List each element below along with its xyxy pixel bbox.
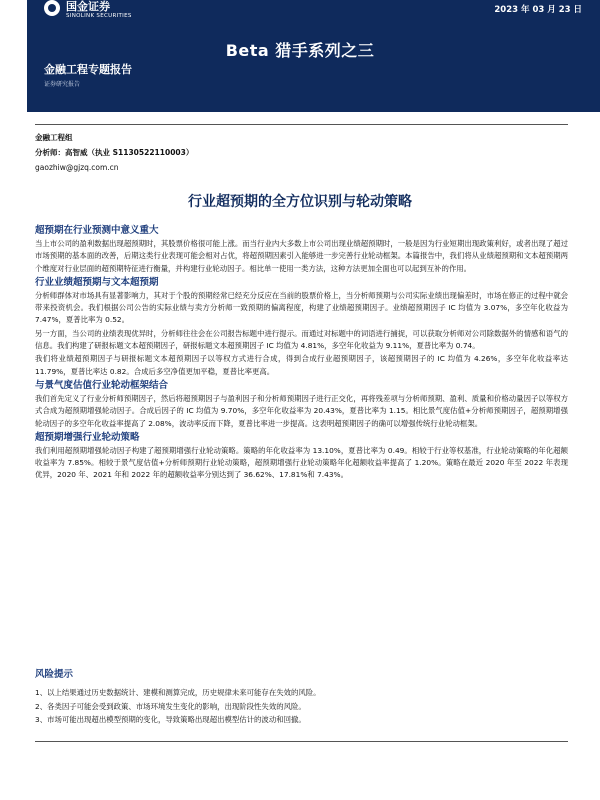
divider-bottom xyxy=(35,741,568,742)
risk-heading: 风险提示 xyxy=(35,669,74,680)
risk-item: 2、各类因子可能会受到政策、市场环境发生变化的影响，出现阶段性失效的风险。 xyxy=(35,701,306,711)
report-date: 2023 年 03 月 23 日 xyxy=(494,5,582,15)
paragraph: 另一方面，当公司的业绩表现优异时，分析师往往会在公司报告标题中进行提示。而通过对标题中的词语进行捕捉，可以获取分析师对公司除数据外的情感和语气的信息。我们构建了研报标题文本超预期因子，研报标题文本超预期因子 IC 均值为 4.81%，多空年化收益为 9.11%，夏普比率为 0.74。 xyxy=(35,328,568,351)
paragraph: 我们利用超预期增强轮动因子构建了超预期增强行业轮动策略。策略的年化收益率为 13.10%，夏普比率为 0.49。相较于行业等权基准，行业轮动策略的年化超额收益率为 7.85%。相较于景气度估值+分析师预期行业轮动策略，超预期增强行业轮动策略年化超额收益率提高了 1.20%。策略在最近 2020 年至 2022 年表现优异，2020 年、2021 年和 2022 年的超额收益率分别达到了 36.62%、17.81%和 7.43%。 xyxy=(35,445,568,480)
company-logo xyxy=(44,0,132,20)
section xyxy=(35,431,568,482)
section xyxy=(35,276,568,378)
logo-cn: 国金证券 xyxy=(66,0,110,13)
report-body xyxy=(35,224,568,483)
analyst-name: 高智威（执业 S1130522110003） xyxy=(65,148,194,157)
page-title: 行业超预期的全方位识别与轮动策略 xyxy=(188,194,412,210)
logo-mark-icon xyxy=(44,0,60,16)
divider-top xyxy=(35,124,568,125)
section-heading: 行业业绩超预期与文本超预期 xyxy=(35,276,159,288)
risk-item: 3、市场可能出现超出模型预期的变化，导致策略出现超出模型估计的波动和回撤。 xyxy=(35,715,306,724)
report-subtitle: 证券研究报告 xyxy=(44,81,81,88)
section xyxy=(35,224,568,275)
section xyxy=(35,379,568,430)
section-heading: 超预期增强行业轮动策略 xyxy=(35,431,140,443)
analyst-line xyxy=(35,145,193,160)
section-heading: 与景气度估值行业轮动框架结合 xyxy=(35,379,169,391)
paragraph: 当上市公司的盈利数据出现超预期时，其股票价格很可能上涨。而当行业内大多数上市公司出现业绩超预期时，一般是因为行业短期出现政策利好，或者出现了超过市场预期的基本面的改善，后期这类行业表现可能会相对占优，将超预期因素引入能够进一步完善行业轮动框架。本篇报告中，我们将从业绩超预期和文本超预期两个维度对行业层面的超预期特征进行衡量，并构建行业轮动因子。相比单一使用一类方法，这种方法更加全面也可以起到互补的作用。 xyxy=(35,239,568,273)
paragraph: 我们首先定义了行业分析师预期因子，然后将超预期因子与盈利因子和分析师预期因子进行正交化，再将残差项与分析师预期、盈利、质量和价格动量因子以等权方式合成为超预期增强轮动因子。合成后因子的 IC 均值为 9.70%，多空年化收益率为 20.43%，夏普比率为 1.15。相比景气度估值+分析师预期因子，超预期增强轮动因子的多空年化收益率提高了 2.08%，波动率反而下降，夏普比率进一步提高。这表明超预期因子的确可以增强传统行业轮动框架。 xyxy=(35,393,568,428)
risk-item: 1、以上结果通过历史数据统计、建模和测算完成，历史规律未来可能存在失效的风险。 xyxy=(35,688,321,697)
group-name: 金融工程组 xyxy=(35,133,73,142)
section-heading: 超预期在行业预测中意义重大 xyxy=(35,225,159,236)
analyst-label: 分析师： xyxy=(35,148,65,157)
risk-section xyxy=(35,668,568,727)
analyst-block xyxy=(35,130,193,175)
logo-text xyxy=(66,0,132,20)
analyst-email: gaozhiw@gjzq.com.cn xyxy=(35,163,119,172)
paragraph: 分析师群体对市场具有显著影响力，其对于个股的预期经常已经充分反应在当前的股票价格上，当分析师预期与公司实际业绩出现偏差时，市场在修正的过程中就会带来投资机会。我们根据公司公告的实际业绩与卖方分析师一致预期的偏离程度，构建了业绩超预期因子。业绩超预期因子 IC 均值为 3.07%，多空年化收益为 7.47%，夏普比率为 0.52。 xyxy=(35,290,568,325)
series-title: Beta 猎手系列之三 xyxy=(225,41,375,60)
report-header xyxy=(0,0,600,112)
logo-en: SINOLINK SECURITIES xyxy=(66,13,132,19)
report-type: 金融工程专题报告 xyxy=(44,63,132,76)
paragraph: 我们将业绩超预期因子与研报标题文本超预期因子以等权方式进行合成，得到合成行业超预期因子，该超预期因子的 IC 均值为 4.26%，多空年化收益率达 11.79%，夏普比率达 0.82。合成后多空净值更加平稳，夏普比率更高。 xyxy=(35,354,568,376)
